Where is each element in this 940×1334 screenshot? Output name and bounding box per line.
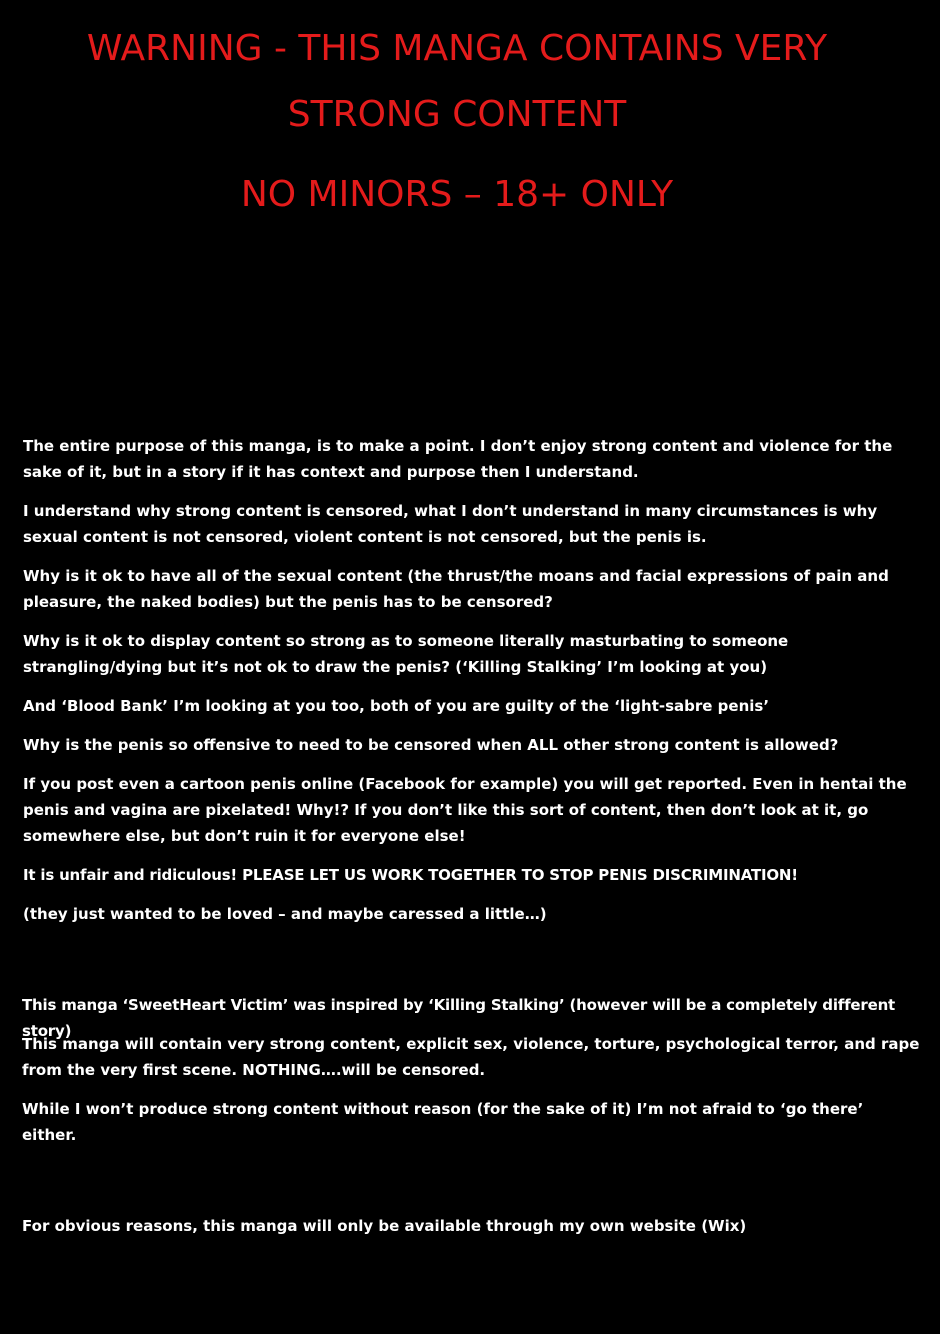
paragraph-unfair: It is unfair and ridiculous! PLEASE LET US WORK TOGETHER TO STOP PENIS DISCRIMINATION!: [23, 866, 798, 884]
paragraph-availability: For obvious reasons, this manga will only be available through my own website (Wix): [22, 1217, 747, 1235]
age-restriction-notice: NO MINORS – 18+ ONLY: [240, 174, 674, 215]
paragraph-censorship: I understand why strong content is censored, what I don’t understand in many circumstances is why sexual content is not censored, violent content is not censored, but the penis is.: [23, 502, 878, 546]
warning-heading-line-1: WARNING - THIS MANGA CONTAINS VERY: [86, 28, 828, 69]
paragraph-offensive: Why is the penis so offensive to need to be censored when ALL other strong content is allowed?: [23, 736, 839, 754]
warning-heading-line-2: STRONG CONTENT: [287, 94, 627, 135]
paragraph-killing-stalking: Why is it ok to display content so strong as to someone literally masturbating to someone strangling/dying but it’s not ok to draw the penis? (‘Killing Stalking’ I’m looking at you): [23, 632, 789, 676]
paragraph-purpose: The entire purpose of this manga, is to make a point. I don’t enjoy strong content and violence for the sake of it, but in a story if it has context and purpose then I understand.: [23, 437, 893, 481]
paragraph-reported: If you post even a cartoon penis online (Facebook for example) you will get reported. Even in hentai the penis and vagina are pixelated! Why!? If you don’t like this sort of content, then don’t look at it, go somewhere else, but don’t ruin it for everyone else!: [23, 775, 907, 845]
paragraph-content-warning: This manga will contain very strong content, explicit sex, violence, torture, psychological terror, and rape from the very first scene. NOTHING….will be censored.: [22, 1035, 920, 1079]
paragraph-blood-bank: And ‘Blood Bank’ I’m looking at you too, both of you are guilty of the ‘light-sabre penis’: [23, 697, 770, 715]
paragraph-go-there: While I won’t produce strong content without reason (for the sake of it) I’m not afraid to ‘go there’ either.: [22, 1100, 864, 1144]
paragraph-sexual-content: Why is it ok to have all of the sexual content (the thrust/the moans and facial expressions of pain and pleasure, the naked bodies) but the penis has to be censored?: [23, 567, 889, 611]
paragraph-loved: (they just wanted to be loved – and maybe caressed a little…): [23, 905, 547, 923]
paragraph-inspired: This manga ‘SweetHeart Victim’ was inspired by ‘Killing Stalking’ (however will be a completely different story): [22, 996, 896, 1040]
